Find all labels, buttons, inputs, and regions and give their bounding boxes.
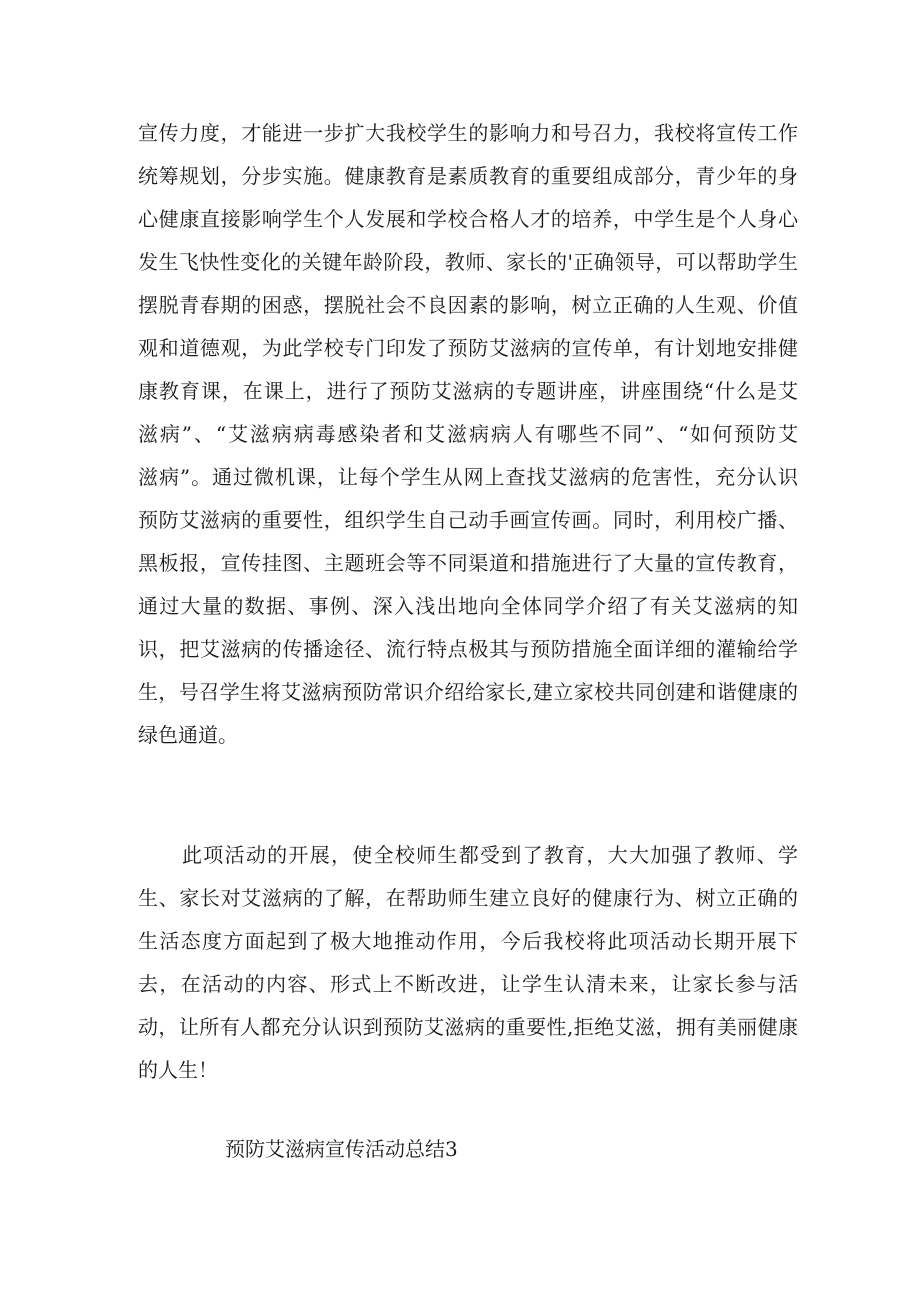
paragraph-line: 此项活动的开展，使全校师生都受到了教育，大大加强了教师、学 <box>182 843 798 867</box>
paragraph-line: 的人生！ <box>138 1058 218 1082</box>
section-heading: 预防艾滋病宣传活动总结3 <box>225 1137 458 1161</box>
paragraph-line: 绿色通道。 <box>138 723 238 747</box>
paragraph-line: 生，号召学生将艾滋病预防常识介绍给家长,建立家校共同创建和谐健康的 <box>138 680 798 704</box>
paragraph-line: 滋病”、“艾滋病病毒感染者和艾滋病病人有哪些不同”、“如何预防艾 <box>138 422 798 446</box>
paragraph-line: 黑板报，宣传挂图、主题班会等不同渠道和措施进行了大量的宣传教育， <box>138 551 798 575</box>
paragraph-line: 发生飞快性变化的关键年龄阶段，教师、家长的'正确领导，可以帮助学生 <box>138 250 798 274</box>
paragraph-line: 康教育课，在课上，进行了预防艾滋病的专题讲座，讲座围绕“什么是艾 <box>138 379 798 403</box>
paragraph-line: 观和道德观，为此学校专门印发了预防艾滋病的宣传单，有计划地安排健 <box>138 336 798 360</box>
paragraph-line: 心健康直接影响学生个人发展和学校合格人才的培养，中学生是个人身心 <box>138 207 798 231</box>
paragraph-line: 宣传力度，才能进一步扩大我校学生的影响力和号召力，我校将宣传工作 <box>138 121 798 145</box>
paragraph-line: 生活态度方面起到了极大地推动作用，今后我校将此项活动长期开展下 <box>138 929 798 953</box>
paragraph-line: 通过大量的数据、事例、深入浅出地向全体同学介绍了有关艾滋病的知 <box>138 594 798 618</box>
paragraph-line: 识，把艾滋病的传播途径、流行特点极其与预防措施全面详细的灌输给学 <box>138 637 798 661</box>
paragraph-line: 统筹规划，分步实施。健康教育是素质教育的重要组成部分，青少年的身 <box>138 164 798 188</box>
paragraph-line: 预防艾滋病的重要性，组织学生自己动手画宣传画。同时，利用校广播、 <box>138 508 798 532</box>
paragraph-line: 去，在活动的内容、形式上不断改进，让学生认清未来，让家长参与活 <box>138 972 798 996</box>
paragraph-line: 生、家长对艾滋病的了解，在帮助师生建立良好的健康行为、树立正确的 <box>138 886 798 910</box>
paragraph-1 <box>138 112 798 757</box>
paragraph-line: 摆脱青春期的困惑，摆脱社会不良因素的影响，树立正确的人生观、价值 <box>138 293 798 317</box>
paragraph-line: 滋病”。通过微机课，让每个学生从网上查找艾滋病的危害性，充分认识 <box>138 465 798 489</box>
paragraph-line: 动，让所有人都充分认识到预防艾滋病的重要性,拒绝艾滋，拥有美丽健康 <box>138 1015 798 1039</box>
paragraph-2 <box>138 834 798 1092</box>
